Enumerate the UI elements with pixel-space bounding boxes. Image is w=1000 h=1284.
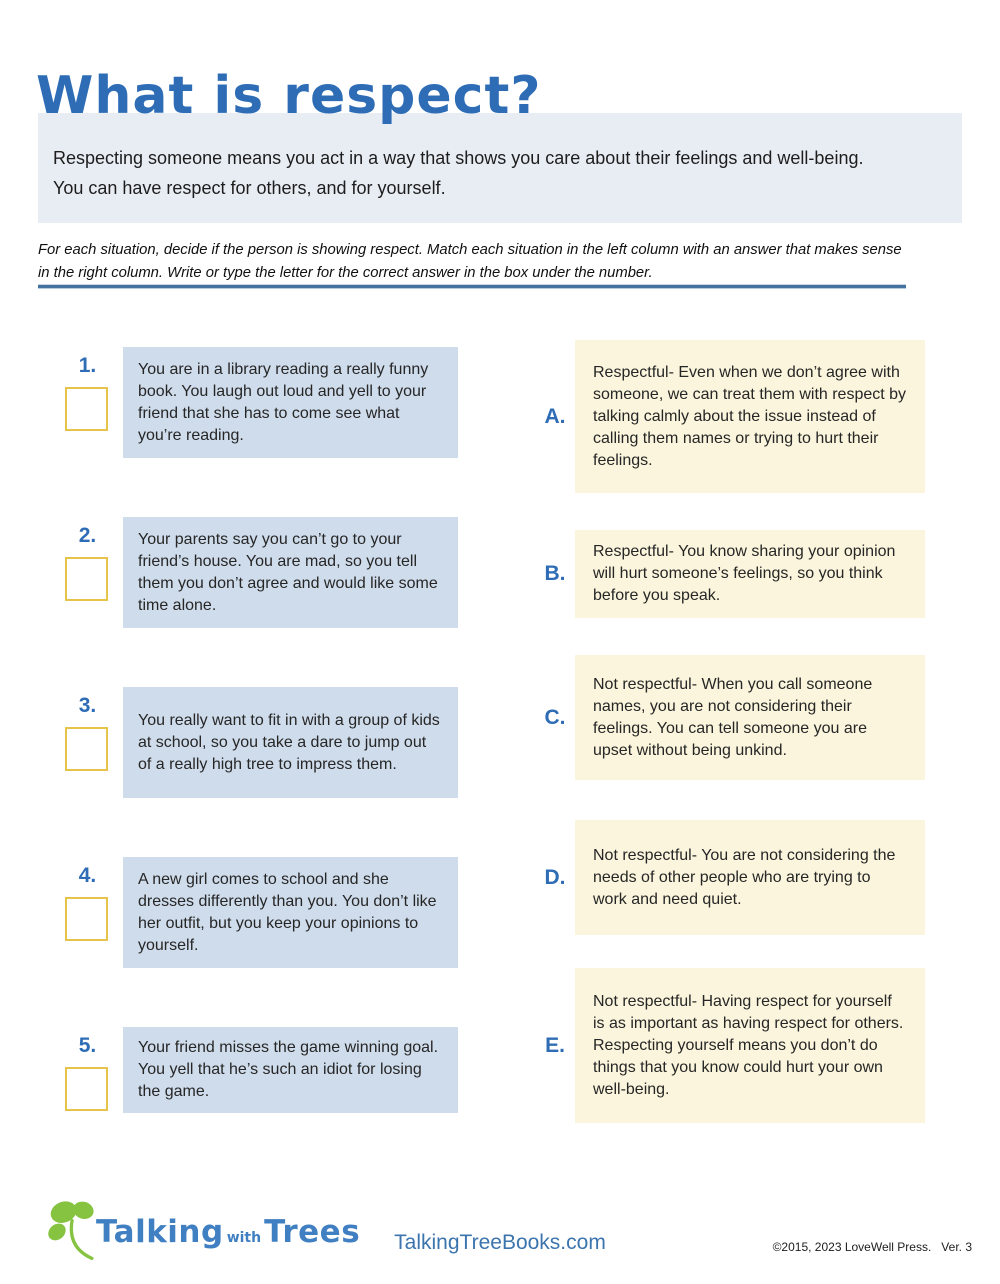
answer-item-a [535,340,925,493]
situation-item-1 [65,347,458,458]
situation-number: 2. [78,524,97,547]
situation-text: Your friend misses the game winning goal. You yell that he’s such an idiot for losing the game. [123,1027,458,1113]
divider-line [38,285,906,288]
number-column [65,347,110,458]
number-column [65,687,110,798]
answer-item-e [535,968,925,1123]
answer-input-5[interactable] [65,1067,108,1111]
situation-text: A new girl comes to school and she dresses differently than you. You don’t like her outfit, but you keep your opinions to yourself. [123,857,458,968]
number-column [65,1027,110,1113]
answer-text: Not respectful- You are not considering the needs of other people who are trying to work and need quiet. [575,820,925,935]
answer-letter: C. [544,705,566,729]
website-link[interactable]: TalkingTreeBooks.com [394,1231,606,1254]
intro-line-2: You can have respect for others, and for yourself. [53,178,446,198]
answer-letter: D. [544,865,566,889]
answer-letter: E. [545,1033,565,1057]
logo-word-trees: Trees [264,1214,361,1250]
situation-item-4 [65,857,458,968]
intro-box [38,113,962,223]
answer-text: Not respectful- Having respect for yourself is as important as having respect for others. Respecting yourself means you don’t do things that you know could hurt your own well-being. [575,968,925,1123]
situation-number: 4. [78,864,97,887]
instructions-text: For each situation, decide if the person is showing respect. Match each situation in the left column with an answer that makes sense in the right column. Write or type the letter for the correct answer in the box under the number. [38,242,902,281]
answer-input-2[interactable] [65,557,108,601]
answer-item-c [535,655,925,780]
intro-line-1: Respecting someone means you act in a way that shows you care about their feelings and well-being. [53,148,864,168]
answer-item-b [535,530,925,618]
situation-text: You really want to fit in with a group of kids at school, so you take a dare to jump out of a really high tree to impress them. [123,687,458,798]
situation-text: You are in a library reading a really funny book. You laugh out loud and yell to your friend that she has to come see what you’re reading. [123,347,458,458]
answer-letter: B. [544,562,566,585]
situation-item-2 [65,517,458,628]
answer-item-d [535,820,925,935]
situation-number: 1. [78,354,97,377]
situation-number: 3. [78,694,97,717]
answer-input-4[interactable] [65,897,108,941]
situation-item-5 [65,1027,458,1113]
number-column [65,857,110,968]
answer-text: Respectful- Even when we don’t agree with someone, we can treat them with respect by talking calmly about the issue instead of calling them names or trying to hurt their feelings. [575,340,925,493]
copyright-text: ©2015, 2023 LoveWell Press. Ver. 3 [772,1240,972,1254]
logo-word-talking: Talking [96,1214,224,1250]
answer-input-3[interactable] [65,727,108,771]
answer-text: Respectful- You know sharing your opinion will hurt someone’s feelings, so you think before you speak. [575,530,925,618]
answer-text: Not respectful- When you call someone names, you are not considering their feelings. You can tell someone you are upset without being unkind. [575,655,925,780]
situation-number: 5. [78,1034,97,1057]
page-title: What is respect? [36,66,542,126]
number-column [65,517,110,628]
answer-input-1[interactable] [65,387,108,431]
situation-item-3 [65,687,458,798]
logo-word-with: with [226,1230,262,1246]
situation-text: Your parents say you can’t go to your friend’s house. You are mad, so you tell them you don’t agree and would like some time alone. [123,517,458,628]
answer-letter: A. [544,404,566,428]
